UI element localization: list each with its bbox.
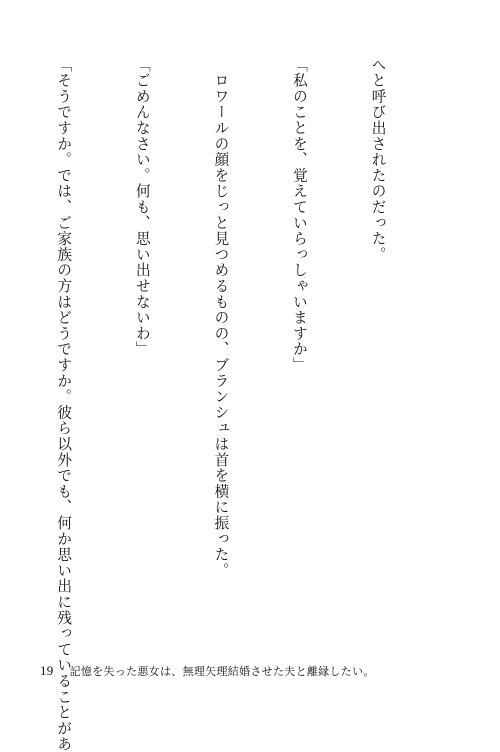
page-number: 19 [40,663,54,678]
running-title: 記憶を失った悪女は、無理矢理結婚させた夫と離縁したい。 [69,665,375,678]
text-column-5: 「そうですか。では、ご家族の方はどうですか。彼ら以外でも、何か思い出に残っていることがあ [55,57,73,752]
text-column-2: 「私のことを、覚えていらっしゃいますか」 [290,57,308,373]
text-column-4: 「ごめんなさい。何も、思い出せないわ」 [133,57,151,358]
page-footer [40,663,375,679]
text-column-1: へと呼び出されたのだった。 [369,57,387,263]
text-column-3: ロワールの顔をじっと見つめるものの、ブランシュは首を横に振った。 [212,57,230,579]
